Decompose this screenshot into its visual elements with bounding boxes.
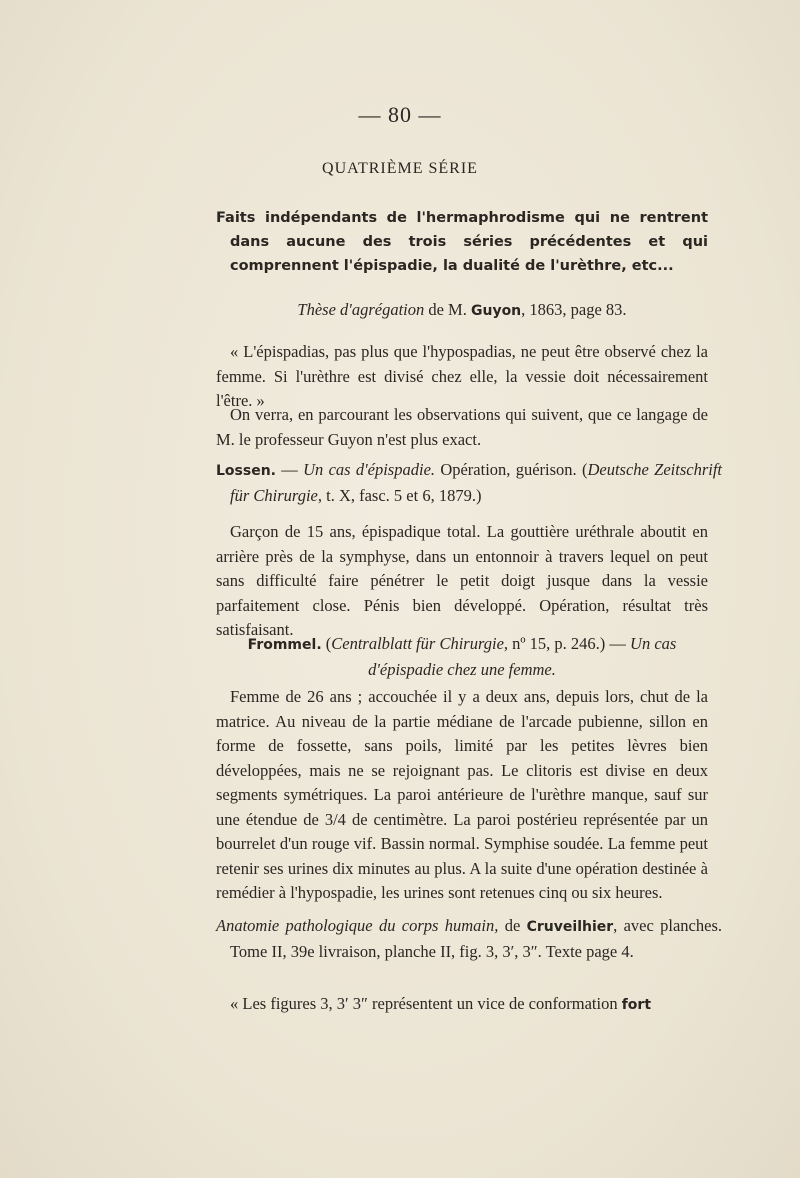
- section-heading-text: Faits indépendants de l'hermaphrodisme qui ne rentrent dans aucune des trois séries précédentes et qui comprennent l'épispadie, la dualité de l'urèthre, etc...: [216, 210, 708, 274]
- quote-text: « Les figures 3, 3′ 3″ représentent un vice de conformation: [230, 994, 622, 1013]
- reference-cruveilhier: [216, 914, 722, 964]
- reference-journal: Deutsche Zeitschrift für Chirurgie: [230, 460, 722, 505]
- reference-details: , nº 15, p. 246.) —: [503, 634, 631, 653]
- reference-text: —: [276, 460, 304, 479]
- reference-title: Anatomie pathologique du corps humain,: [216, 916, 499, 935]
- reference-journal: Centralblatt für Chirurgie: [331, 634, 504, 653]
- reference-author: Frommel.: [247, 637, 322, 653]
- reference-guyon: [216, 298, 708, 324]
- body-paragraph: On verra, en parcourant les observations qui suivent, que ce langage de M. le professeur Guyon n'est plus exact.: [216, 405, 708, 449]
- section-heading: [216, 206, 708, 278]
- quote-paragraph: « L'épispadias, pas plus que l'hypospadias, ne peut être observé chez la femme. Si l'urèthre est divisé chez elle, la vessie doit nécessairement l'être. »: [216, 342, 708, 410]
- reference-details: , t. X, fasc. 5 et 6, 1879.): [317, 485, 482, 505]
- reference-title: Un cas d'épispadie chez une femme.: [368, 634, 677, 679]
- body-paragraph: Garçon de 15 ans, épispadique total. La gouttière uréthrale aboutit en arrière près de la symphyse, dans un entonnoir à travers lequel on peut sans difficulté faire pénétrer le petit doigt jusque dans la vessie parfaitement close. Pénis bien développé. Opération, résultat très satisfaisant.: [216, 522, 708, 639]
- quote-bold-word: fort: [621, 997, 652, 1013]
- reference-text: Opération, guérison. (: [435, 460, 588, 479]
- reference-title: Un cas d'épispadie.: [303, 460, 436, 479]
- body-paragraph: Femme de 26 ans ; accouchée il y a deux ans, depuis lors, chut de la matrice. Au niveau de la partie médiane de l'arcade pubienne, sillon en forme de fossette, sans poils, limité par les petites lèvres bien développées, mais ne se rejoignant pas. Le clitoris est divise en deux segments symétriques. La paroi antérieure de l'urèthre manque, sauf sur une étendue de 3/4 de centimètre. La paroi postérieu représentée par un bourrelet d'un rouge vif. Bassin normal. Symphise soudée. La femme peut retenir ses urines dix minutes au plus. A la suite d'une opération destinée à remédier à l'hypospadie, les urines sont retenues cinq ou six heures.: [216, 687, 708, 902]
- reference-author: Cruveilhier: [526, 919, 614, 935]
- reference-text: de M.: [424, 300, 471, 319]
- series-title: QUATRIÈME SÉRIE: [322, 160, 478, 177]
- quote-paragraph: [216, 992, 708, 1018]
- reference-lossen: [216, 458, 722, 508]
- reference-frommel: [216, 632, 708, 682]
- reference-title: Thèse d'agrégation: [297, 300, 425, 319]
- page-number: — 80 —: [358, 102, 442, 127]
- reference-text: (: [321, 634, 332, 653]
- reference-text: de: [498, 916, 527, 935]
- reference-details: , 1863, page 83.: [521, 300, 627, 319]
- reference-author: Guyon: [470, 303, 522, 319]
- reference-author: Lossen.: [216, 463, 276, 479]
- reference-details: , avec planches. Tome II, 39e livraison, planche II, fig. 3, 3′, 3″. Texte page 4.: [230, 916, 722, 961]
